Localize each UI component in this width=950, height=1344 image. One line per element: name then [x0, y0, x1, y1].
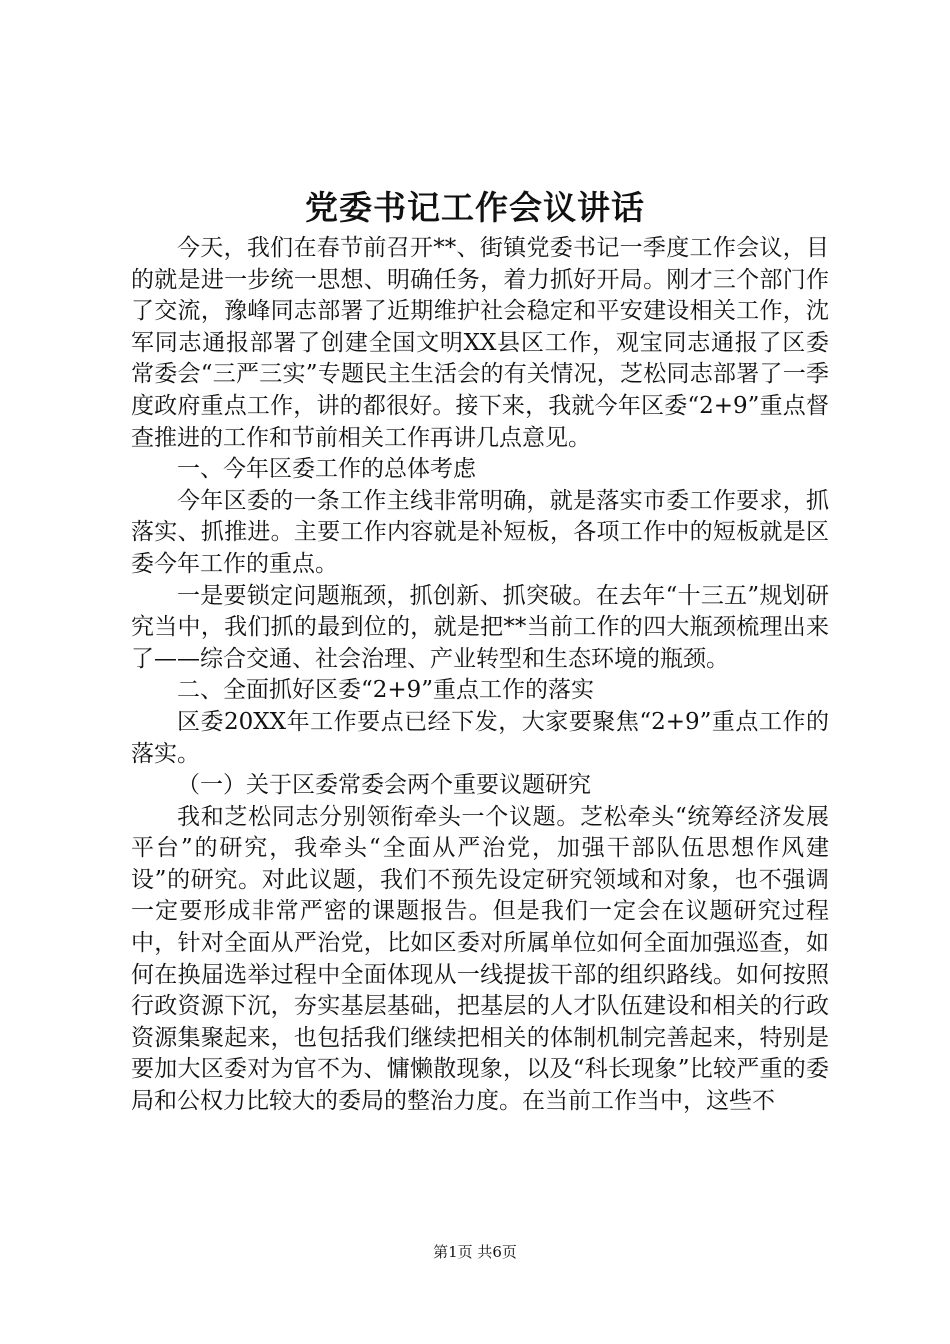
- paragraph-main-line: 今年区委的一条工作主线非常明确，就是落实市委工作要求，抓落实、抓推进。主要工作内容就是补短板，各项工作中的短板就是区委今年工作的重点。: [131, 487, 829, 577]
- paragraph-intro: 今天，我们在春节前召开**、街镇党委书记一季度工作会议，目的就是进一步统一思想、明确任务，着力抓好开局。刚才三个部门作了交流，豫峰同志部署了近期维护社会稳定和平安建设相关工作，沈军同志通报部署了创建全国文明XX县区工作，观宝同志通报了区委常委会“三严三实”专题民主生活会的有关情况，芝松同志部署了一季度政府重点工作，讲的都很好。接下来，我就今年区委“2+9”重点督查推进的工作和节前相关工作再讲几点意见。: [131, 235, 829, 451]
- section-heading-2: 二、全面抓好区委“2+9”重点工作的落实: [177, 677, 595, 704]
- document-title: 党委书记工作会议讲话: [305, 188, 645, 227]
- paragraph-work-points: 区委20XX年工作要点已经下发，大家要聚焦“2+9”重点工作的落实。: [131, 708, 829, 767]
- page-number-footer: 第1页 共6页: [433, 1243, 517, 1261]
- paragraph-bottleneck: 一是要锁定问题瓶颈，抓创新、抓突破。在去年“十三五”规划研究当中，我们抓的最到位的，就是把**当前工作的四大瓶颈梳理出来了——综合交通、社会治理、产业转型和生态环境的瓶颈。: [131, 582, 829, 672]
- document-body: [131, 233, 829, 1118]
- paragraph-topics: 我和芝松同志分别领衔牵头一个议题。芝松牵头“统筹经济发展平台”的研究，我牵头“全面从严治党，加强干部队伍思想作风建设”的研究。对此议题，我们不预先设定研究领域和对象，也不强调一定要形成非常严密的课题报告。但是我们一定会在议题研究过程中，针对全面从严治党，比如区委对所属单位如何全面加强巡查，如何在换届选举过程中全面体现从一线提拔干部的组织路线。如何按照行政资源下沉，夯实基层基础，把基层的人才队伍建设和相关的行政资源集聚起来，也包括我们继续把相关的体制机制完善起来，特别是要加大区委对为官不为、慵懒散现象，以及“科长现象”比较严重的委局和公权力比较大的委局的整治力度。在当前工作当中，这些不: [131, 803, 829, 1115]
- section-heading-1: 一、今年区委工作的总体考虑: [177, 456, 476, 483]
- subsection-heading-1: （一）关于区委常委会两个重要议题研究: [177, 772, 591, 799]
